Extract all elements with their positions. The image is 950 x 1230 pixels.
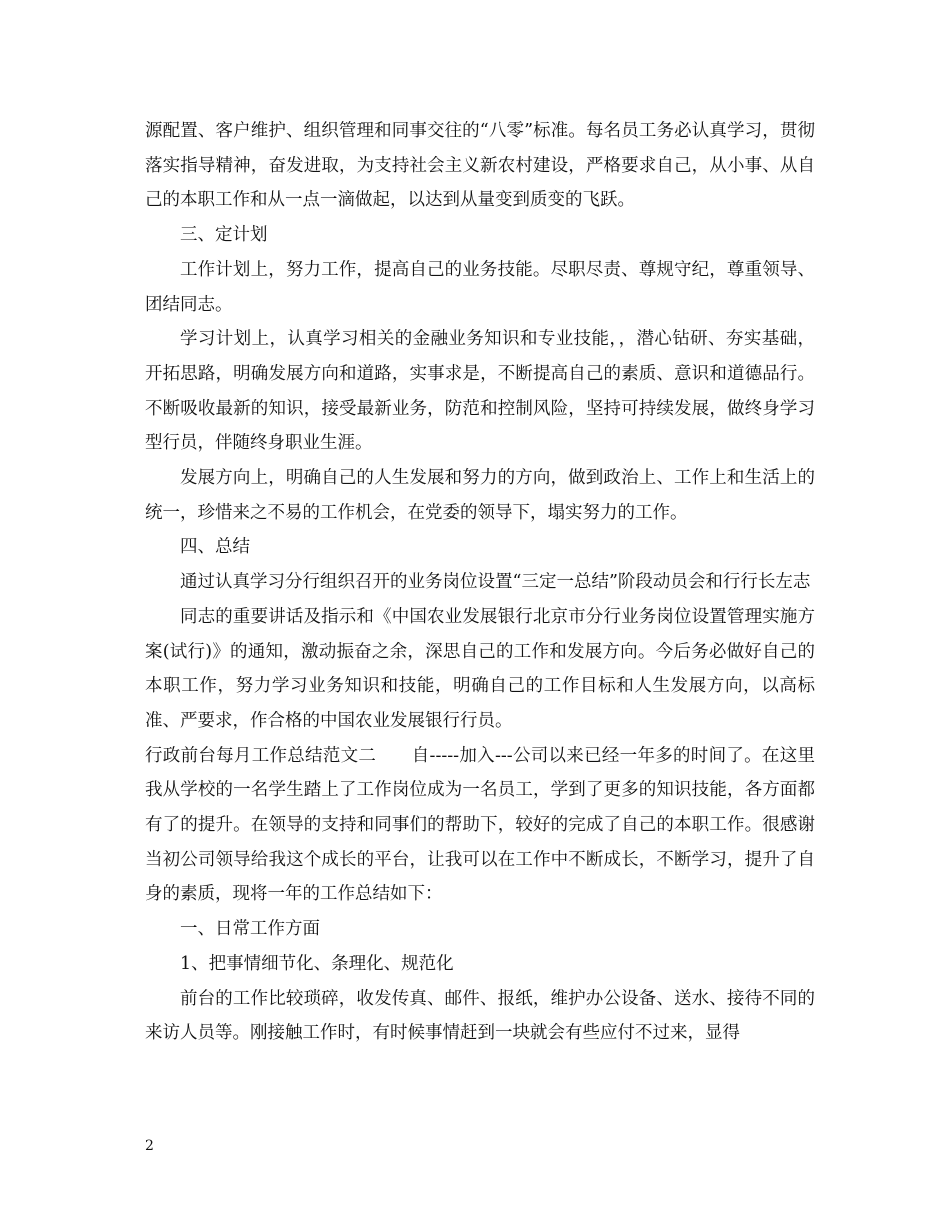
paragraph-study-plan: 学习计划上，认真学习相关的金融业务知识和专业技能，，潜心钻研、夯实基础，开拓思路，明确发展方向和道路，实事求是，不断提高自己的素质、意识和道德品行。不断吸收最新的知识，接受最新业务，防范和控制风险，坚持可持续发展，做终身学习型行员，伴随终身职业生涯。 [145, 329, 815, 454]
paragraph-intro-continuation: 源配置、客户维护、组织管理和同事交往的“八零”标准。每名员工务必认真学习，贯彻落实指导精神，奋发进取，为支持社会主义新农村建设，严格要求自己，从小事、从自己的本职工作和从一点一滴做起，以达到从量变到质变的飞跃。 [145, 121, 815, 211]
heading-daily-work: 一、日常工作方面 [180, 919, 320, 940]
heading-section-4: 四、总结 [180, 537, 250, 558]
heading-section-3: 三、定计划 [180, 225, 268, 246]
page-number: 2 [145, 1138, 154, 1154]
heading-detail-item-1: 1、把事情细节化、条理化、规范化 [180, 953, 454, 974]
paragraph-sample-two: 行政前台每月工作总结范文二 自-----加入---公司以来已经一年多的时间了。在这里我从学校的一名学生踏上了工作岗位成为一名员工，学到了更多的知识技能，各方面都有了的提升。在领导的支持和同事们的帮助下，较好的完成了自己的本职工作。很感谢当初公司领导给我这个成长的平台，让我可以在工作中不断成长，不断学习，提升了自身的素质，现将一年的工作总结如下： [145, 745, 815, 905]
paragraph-work-plan: 工作计划上，努力工作，提高自己的业务技能。尽职尽责、尊规守纪，尊重领导、团结同志。 [145, 259, 815, 315]
paragraph-summary-detail: 同志的重要讲话及指示和《中国农业发展银行北京市分行业务岗位设置管理实施方案(试行)》的通知，激动振奋之余，深思自己的工作和发展方向。今后务必做好自己的本职工作，努力学习业务知识和技能，明确自己的工作目标和人生发展方向，以高标准、严要求，作合格的中国农业发展银行行员。 [145, 606, 815, 731]
document-body [145, 114, 815, 1051]
paragraph-summary-intro: 通过认真学习分行组织召开的业务岗位设置“三定一总结”阶段动员会和行行长左志 [180, 572, 811, 593]
paragraph-front-desk: 前台的工作比较琐碎，收发传真、邮件、报纸，维护办公设备、送水、接待不同的来访人员等。刚接触工作时，有时候事情赶到一块就会有些应付不过来，显得 [145, 988, 815, 1044]
paragraph-development: 发展方向上，明确自己的人生发展和努力的方向，做到政治上、工作上和生活上的统一，珍惜来之不易的工作机会，在党委的领导下，塌实努力的工作。 [145, 468, 815, 523]
